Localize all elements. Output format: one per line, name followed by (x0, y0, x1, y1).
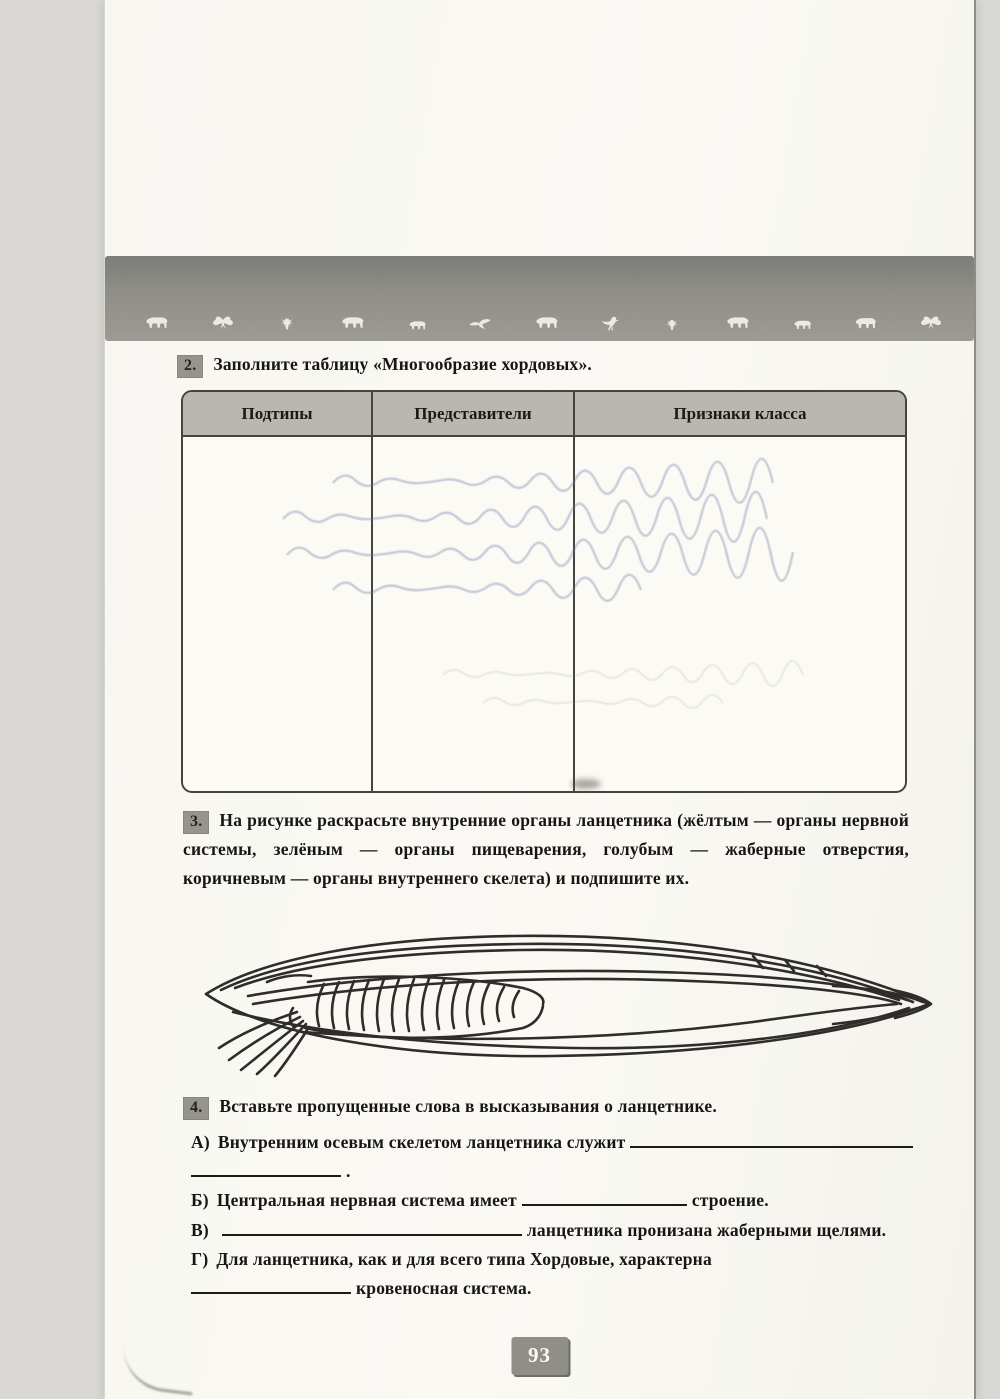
page-curl-artifact (119, 1342, 198, 1396)
wolf-icon (722, 313, 752, 334)
lancelet-figure (193, 916, 945, 1094)
horse-icon (337, 313, 367, 334)
task-2-header (177, 354, 937, 378)
item-a-label: А) (191, 1132, 210, 1152)
fill-item-v (191, 1216, 913, 1245)
task-4-number: 4. (183, 1097, 209, 1120)
fill-item-b (191, 1186, 913, 1215)
lancelet-oral-cirri (219, 975, 311, 1076)
fly-icon (661, 317, 683, 334)
blank-line (191, 1163, 341, 1177)
handwriting-artifact (183, 437, 905, 789)
rodent-icon (406, 318, 428, 334)
bison-icon (141, 313, 171, 334)
task-2-number: 2. (177, 355, 203, 378)
lancelet-gill-basket (305, 977, 543, 1038)
item-b-text: Центральная нервная система имеет (216, 1190, 517, 1210)
bird-icon (467, 314, 493, 334)
chapter-banner (105, 256, 974, 341)
deer-icon (532, 313, 560, 334)
moth-icon (918, 314, 944, 334)
chordates-diversity-table (181, 390, 907, 793)
butterfly-icon (210, 314, 236, 334)
table-header-representatives: Представители (373, 392, 575, 437)
item-a-text: Внутренним осевым скелетом ланцетника служит (217, 1132, 626, 1152)
fill-item-g (191, 1245, 913, 1302)
blank-line (522, 1192, 687, 1206)
task-2-title: Заполните таблицу «Многообразие хордовых». (213, 354, 592, 374)
fox-icon (851, 314, 879, 334)
ink-smudge-artifact (571, 779, 601, 789)
task-4-header (183, 1096, 943, 1120)
table-header-subtypes: Подтипы (183, 392, 373, 437)
task-3-text: На рисунке раскрасьте внутренние органы ланцетника (жёлтым — органы нервной системы, зелёным — органы пищеварения, голубым — жаберные отверстия, коричневым — органы внутреннего скелета) и подпишите их. (183, 810, 909, 888)
item-b-after: строение. (691, 1190, 769, 1210)
item-a-after: . (346, 1160, 351, 1181)
task-3-number: 3. (183, 811, 209, 834)
task-4-title: Вставьте пропущенные слова в высказывания о ланцетнике. (219, 1096, 717, 1116)
task-4-items (191, 1128, 913, 1303)
item-g-label: Г) (191, 1249, 209, 1269)
blank-line (191, 1280, 351, 1294)
table-header-class-features: Признаки класса (575, 392, 905, 437)
page-number: 93 (511, 1337, 568, 1375)
task-3-paragraph (183, 806, 909, 893)
heron-icon (598, 313, 622, 334)
item-g-text: Для ланцетника, как и для всего типа Хордовые, характерна (216, 1249, 712, 1269)
squirrel-icon (791, 317, 813, 334)
item-v-label: В) (191, 1219, 209, 1240)
page (104, 0, 976, 1399)
blank-line (630, 1134, 913, 1148)
fill-item-a (191, 1128, 913, 1185)
blank-line (222, 1222, 522, 1236)
animal-silhouette-row (141, 313, 944, 334)
item-g-after: кровеносная система. (356, 1277, 532, 1298)
beetle-icon (275, 315, 299, 334)
item-v-after: ланцетника пронизана жаберными щелями. (526, 1219, 887, 1240)
item-b-label: Б) (191, 1190, 209, 1210)
